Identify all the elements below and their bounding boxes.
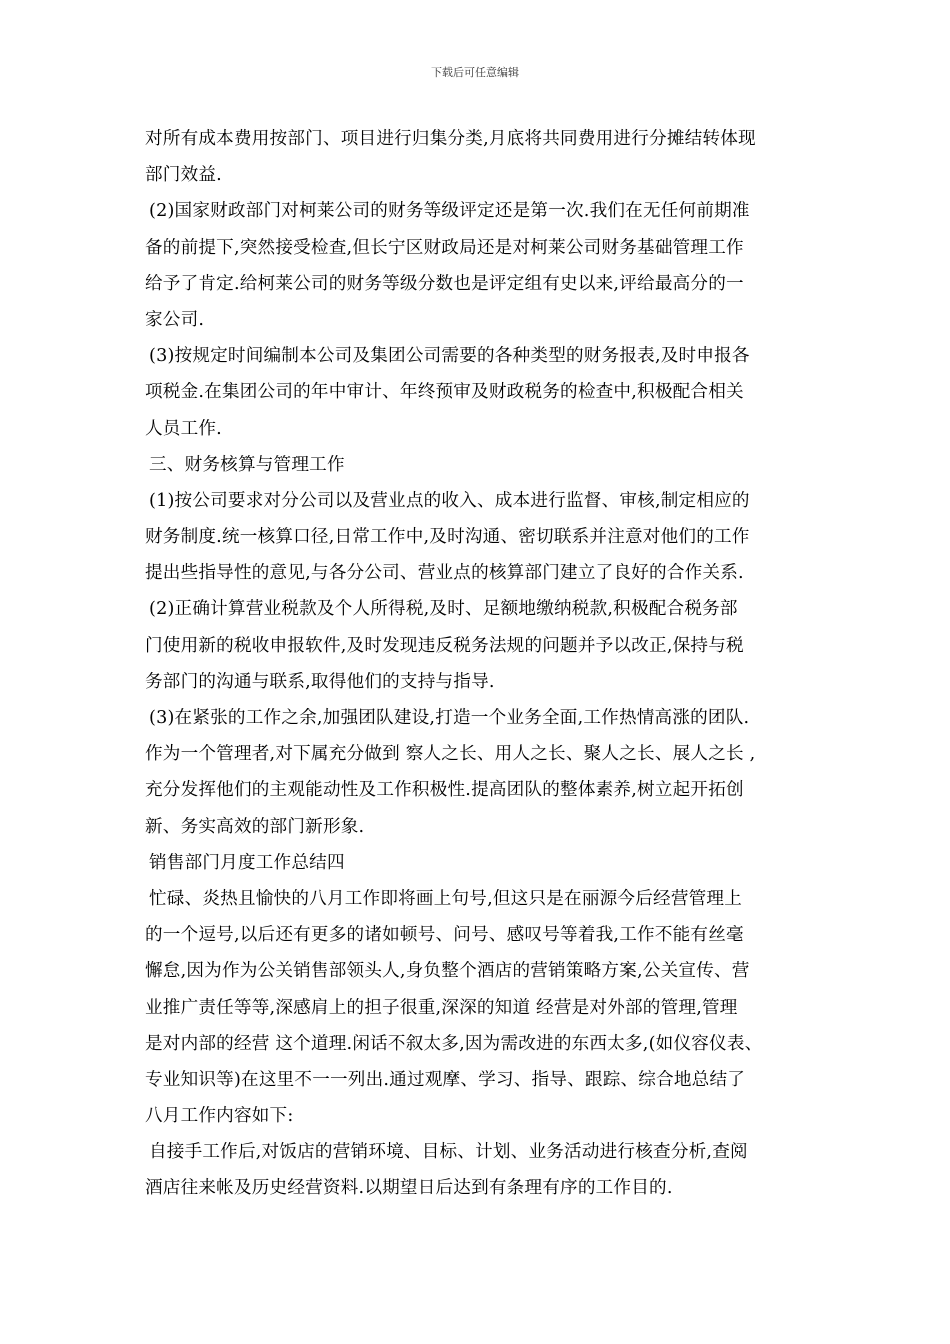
- text-line: 人员工作.: [145, 418, 222, 439]
- text-line: 部门效益.: [145, 165, 222, 186]
- document-body: [145, 121, 811, 1207]
- text-line: 专业知识等)在这里不一一列出.通过观摩、学习、指导、跟踪、综合地总结了: [145, 1069, 746, 1090]
- text-line: 门使用新的税收申报软件,及时发现违反税务法规的问题并予以改正,保持与税: [145, 635, 744, 656]
- text-line: 八月工作内容如下:: [145, 1106, 294, 1127]
- text-line: 业推广责任等等,深感肩上的担子很重,深深的知道 经营是对外部的管理,管理: [145, 997, 738, 1018]
- text-line: 忙碌、炎热且愉快的八月工作即将画上句号,但这只是在丽源今后经营管理上: [149, 888, 742, 909]
- text-line: 项税金.在集团公司的年中审计、年终预审及财政税务的检查中,积极配合相关: [145, 382, 744, 403]
- text-line: 新、务实高效的部门新形象.: [145, 816, 365, 837]
- text-line: 提出些指导性的意见,与各分公司、营业点的核算部门建立了良好的合作关系.: [145, 563, 744, 584]
- section-heading: 销售部门月度工作总结四: [149, 852, 345, 873]
- text-line: 是对内部的经营 这个道理.闲话不叙太多,因为需改进的东西太多,(如仪容仪表、: [145, 1033, 763, 1054]
- page-header-note: 下载后可任意编辑: [431, 66, 519, 79]
- text-line: 家公司.: [145, 309, 205, 330]
- text-line: (1)按公司要求对分公司以及营业点的收入、成本进行监督、审核,制定相应的: [149, 490, 750, 511]
- text-line: 自接手工作后,对饭店的营销环境、目标、计划、业务活动进行核查分析,查阅: [149, 1142, 748, 1163]
- text-line: 作为一个管理者,对下属充分做到 察人之长、用人之长、聚人之长、展人之长 ,: [145, 744, 756, 765]
- text-line: (2)国家财政部门对柯莱公司的财务等级评定还是第一次.我们在无任何前期准: [149, 201, 750, 222]
- text-line: 对所有成本费用按部门、项目进行归集分类,月底将共同费用进行分摊结转体现: [145, 129, 756, 149]
- text-line: 的一个逗号,以后还有更多的诸如顿号、问号、感叹号等着我,工作不能有丝毫: [145, 925, 744, 946]
- text-line: 酒店往来帐及历史经营资料.以期望日后达到有条理有序的工作目的.: [145, 1178, 673, 1199]
- text-line: (3)按规定时间编制本公司及集团公司需要的各种类型的财务报表,及时申报各: [149, 346, 750, 367]
- text-line: (3)在紧张的工作之余,加强团队建设,打造一个业务全面,工作热情高涨的团队.: [149, 708, 750, 728]
- section-heading: 三、财务核算与管理工作: [149, 454, 345, 475]
- text-line: 懈怠,因为作为公关销售部领头人,身负整个酒店的营销策略方案,公关宣传、营: [145, 961, 750, 982]
- text-line: (2)正确计算营业税款及个人所得税,及时、足额地缴纳税款,积极配合税务部: [149, 599, 738, 620]
- text-line: 务部门的沟通与联系,取得他们的支持与指导.: [145, 671, 495, 692]
- text-line: 财务制度.统一核算口径,日常工作中,及时沟通、密切联系并注意对他们的工作: [145, 527, 750, 548]
- text-line: 备的前提下,突然接受检查,但长宁区财政局还是对柯莱公司财务基础管理工作: [145, 237, 744, 258]
- text-line: 充分发挥他们的主观能动性及工作积极性.提高团队的整体素养,树立起开拓创: [145, 780, 744, 801]
- text-line: 给予了肯定.给柯莱公司的财务等级分数也是评定组有史以来,评给最高分的一: [145, 273, 744, 294]
